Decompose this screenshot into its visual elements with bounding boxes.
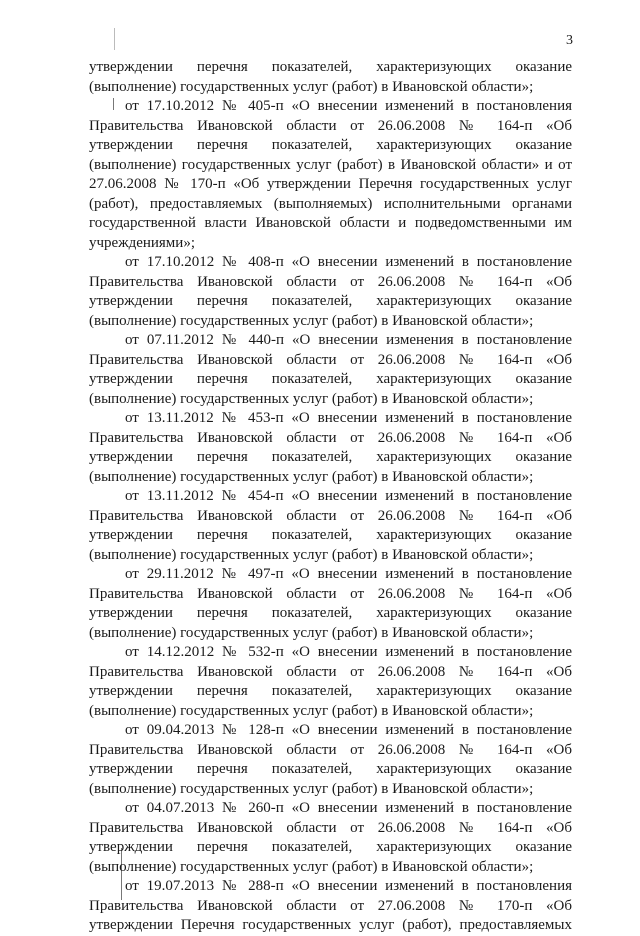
text-line: утверждении перечня показателей, характеризующих оказание [89,371,572,387]
text-line: (выполнение) государственных услуг (работ) в Ивановской области»; [89,780,534,797]
scan-mark-top [114,28,115,50]
text-line: от 07.11.2012 № 440-п «О внесении изменения в постановление [125,332,572,348]
text-line: от 17.10.2012 № 408-п «О внесении изменений в постановление [125,254,572,270]
text-line: утверждении перечня показателей, характеризующих оказание [89,683,572,699]
text-line: утверждении перечня показателей, характеризующих оказание [89,761,572,777]
text-line: от 19.07.2013 № 288-п «О внесении изменений в постановления [125,878,572,894]
text-line: (выполнение) государственных услуг (работ) в Ивановской области»; [89,546,534,563]
text-line: утверждении перечня показателей, характеризующих оказание [89,839,572,855]
text-line: утверждении Перечня государственных услуг (работ), предоставляемых [89,917,572,933]
text-line: утверждении перечня показателей, характеризующих оказание [89,527,572,543]
paragraph [89,487,572,565]
text-line: учреждениями»; [89,234,195,251]
paragraph [89,643,572,721]
text-line: Правительства Ивановской области от 26.06.2008 № 164-п «Об [89,585,572,602]
paragraph [89,799,572,877]
text-line: (выполнение) государственных услуг (работ) в Ивановской области»; [89,312,534,329]
document-body [89,58,572,936]
text-line: государственной власти Ивановской области и подведомственными им [89,215,572,231]
text-line: утверждении перечня показателей, характеризующих оказание [89,137,572,153]
paragraph [89,721,572,799]
text-line: (выполнение) государственных услуг (работ) в Ивановской области» и от [89,156,572,173]
page-number: 3 [566,33,573,48]
text-line: утверждении перечня показателей, характеризующих оказание [89,293,572,309]
text-line: Правительства Ивановской области от 26.06.2008 № 164-п «Об [89,117,572,134]
text-line: от 29.11.2012 № 497-п «О внесении изменений в постановление [125,566,572,582]
text-line: Правительства Ивановской области от 26.06.2008 № 164-п «Об [89,273,572,290]
text-line: (выполнение) государственных услуг (работ) в Ивановской области»; [89,858,534,875]
text-line: от 13.11.2012 № 454-п «О внесении изменений в постановление [125,488,572,504]
text-line: 27.06.2008 № 170-п «Об утверждении Перечня государственных услуг [89,176,572,192]
paragraph [89,409,572,487]
text-line: от 04.07.2013 № 260-п «О внесении изменений в постановление [125,800,572,816]
text-line: от 09.04.2013 № 128-п «О внесении изменений в постановление [125,722,572,738]
text-line: (выполнение) государственных услуг (работ) в Ивановской области»; [89,468,534,485]
text-line: утверждении перечня показателей, характеризующих оказание [89,605,572,621]
text-line: Правительства Ивановской области от 26.06.2008 № 164-п «Об [89,507,572,524]
paragraph [89,253,572,331]
text-line: Правительства Ивановской области от 26.06.2008 № 164-п «Об [89,819,572,836]
text-line: от 17.10.2012 № 405-п «О внесении изменений в постановления [125,98,572,114]
text-line: (выполнение) государственных услуг (работ) в Ивановской области»; [89,624,534,641]
text-line: Правительства Ивановской области от 26.06.2008 № 164-п «Об [89,429,572,446]
paragraph [89,97,572,253]
text-line: от 14.12.2012 № 532-п «О внесении изменений в постановление [125,644,572,660]
paragraph [89,877,572,936]
text-line: Правительства Ивановской области от 26.06.2008 № 164-п «Об [89,663,572,680]
text-line: от 13.11.2012 № 453-п «О внесении изменений в постановление [125,410,572,426]
paragraph [89,331,572,409]
text-line: (работ), предоставляемых (выполняемых) исполнительными органами [89,195,572,212]
text-line: (выполнение) государственных услуг (работ) в Ивановской области»; [89,390,534,407]
paragraph [89,565,572,643]
text-line: утверждении перечня показателей, характеризующих оказание [89,449,572,465]
text-line: (выполнение) государственных услуг (работ) в Ивановской области»; [89,78,534,95]
text-line: утверждении перечня показателей, характеризующих оказание [89,59,572,75]
paragraph [89,58,572,97]
text-line: Правительства Ивановской области от 27.06.2008 № 170-п «Об [89,897,572,914]
text-line: Правительства Ивановской области от 26.06.2008 № 164-п «Об [89,741,572,758]
text-line: Правительства Ивановской области от 26.06.2008 № 164-п «Об [89,351,572,368]
text-line: (выполнение) государственных услуг (работ) в Ивановской области»; [89,702,534,719]
